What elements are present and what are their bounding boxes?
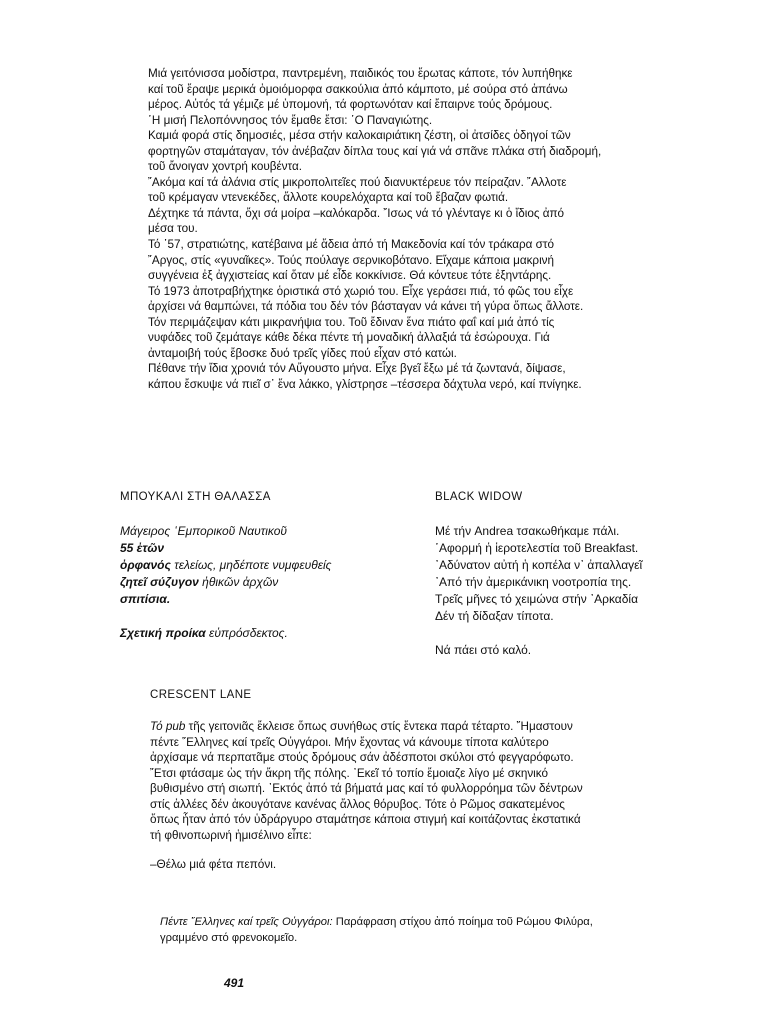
- text-line: γραμμένο στό φρενοκομεῖο.: [160, 932, 298, 944]
- poem-line: [120, 625, 400, 642]
- section-paragraph: [150, 719, 735, 843]
- poem-line-bold-part: ὀρφανός: [120, 558, 171, 572]
- text-line: ἀρχίσει νά θαμπώνει, τά πόδια του δέν τόν βάσταγαν νά κάνει τή γύρα ὅπως ἄλλοτε.: [148, 300, 584, 314]
- poem-title: ΜΠΟΥΚΑΛΙ ΣΤΗ ΘΑΛΑΣΣΑ: [120, 491, 271, 503]
- text-line: τοῦ κρέμαγαν ντενεκέδες, ἄλλοτε κουρελόχαρτα καί τοῦ ἔβαζαν φωτιά.: [148, 191, 509, 205]
- main-prose-block: [148, 66, 733, 392]
- italic-word: Τό pub: [150, 720, 186, 733]
- text-line: συγγένεια ἐξ ἀγχιστείας καί ὅταν μέ εἶδε κοκκίνισε. Θά κόντευε τότε ἐξηντάρης.: [148, 269, 552, 283]
- closing-line: –Θέλω μιά φέτα πεπόνι.: [150, 857, 277, 872]
- text-line: Δέχτηκε τά πάντα, ὄχι σά μοίρα –καλόκαρδα. ῎Ισως νά τό γλένταγε κι ὁ ἴδιος ἀπό: [148, 206, 565, 220]
- poem-line: Δέν τή δίδαξαν τίποτα.: [435, 609, 554, 623]
- text-line: ἀνταμοιβή τούς ἔβοσκε δυό τρεῖς γίδες πού εἶχαν στό κατώι.: [148, 346, 457, 360]
- poem-line: σπιτίσια.: [120, 592, 171, 606]
- poem-line: Μέ τήν Andrea τσακωθήκαμε πάλι.: [435, 524, 620, 538]
- footnote: [160, 914, 735, 946]
- text-line: στίς ἀλλέες δέν ἀκουγότανε κανένας ἄλλος θόρυβος. Τότε ὁ Ρῶμος σακατεμένος: [150, 797, 565, 811]
- poem-line: ᾿Αδύνατον αὐτή ἡ κοπέλα ν᾿ ἀπαλλαγεῖ: [435, 558, 643, 572]
- text-line: Μιά γειτόνισσα μοδίστρα, παντρεμένη, παιδικός του ἔρωτας κάποτε, τόν λυπήθηκε: [148, 67, 573, 80]
- poem-line: [120, 557, 400, 574]
- text-line: Τό 1973 ἀποτραβήχτηκε ὁριστικά στό χωριό του. Εἶχε γεράσει πιά, τό φῶς του εἶχε: [148, 284, 574, 298]
- text-line: ῾Η μισή Πελοπόννησος τόν ἔμαθε ἔτσι: ῾Ο Παναγιώτης.: [148, 113, 433, 127]
- footnote-text: [160, 914, 735, 946]
- text-line: Τόν περιμάζεψαν κάτι μικρανήψια του. Τοῦ ἔδιναν ἕνα πιάτο φαΐ καί μιά ἀπό τίς: [148, 315, 555, 329]
- poem-line: ῾Αφορμή ἡ ἱεροτελεστία τοῦ Breakfast.: [435, 541, 639, 555]
- text-line: βυθισμένο στή σιωπή. ᾿Εκτός ἀπό τά βήματά μας καί τό φυλλορρόημα τῶν δέντρων: [150, 782, 583, 796]
- text-line: ῎Αργος, στίς «γυναῖκες». Τούς πούλαγε σερνικοβότανο. Εἴχαμε κάποια μακρινή: [148, 253, 555, 267]
- text-line: τή φθινοπωρινή ἡμισέλινο εἶπε:: [150, 828, 312, 842]
- text-line: τοῦ ἄνοιγαν χοντρή κουβέντα.: [148, 160, 302, 174]
- text-line: [160, 914, 735, 930]
- text-line: ἀρχίσαμε νά περπατᾶμε στούς δρόμους σάν ἀδέσποτοι σκύλοι στό φεγγαρόφωτο.: [150, 751, 574, 765]
- text-line: ὅπως ἦταν ἀπό τόν ὑδράργυρο σταμάτησε κάποια στιγμή καί κοιτάζοντας ἐκστατικά: [150, 813, 581, 827]
- text-line: ῎Ετσι φτάσαμε ὡς τήν ἄκρη τῆς πόλης. ᾿Εκεῖ τό τοπίο ἔμοιαζε λίγο μέ σκηνικό: [150, 766, 548, 780]
- poem-black-widow: [435, 491, 725, 659]
- poem-line: 55 ἐτῶν: [120, 541, 165, 555]
- text-line: Καμιά φορά στίς δημοσιές, μέσα στήν καλοκαιριάτικη ζέστη, οἱ ἀτσίδες ὁδηγοί τῶν: [148, 129, 571, 143]
- text-line: πέντε ῞Ελληνες καί τρεῖς Οὐγγάροι. Μήν ἔχοντας νά κάνουμε τίποτα καλύτερο: [150, 735, 549, 749]
- crescent-lane-section: [150, 689, 735, 873]
- text-line: ῎Ακόμα καί τά ἀλάνια στίς μικροπολιτεῖες πού διανυκτέρευε τόν πείραζαν. ῎Αλλοτε: [148, 175, 567, 189]
- poem-line: ᾿Από τήν ἀμερικάνικη νοοτροπία της.: [435, 575, 632, 589]
- text-line: μέρος. Αὐτός τά γέμιζε μέ ὑπομονή, τά φορτωνόταν καί ἔπαιρνε τούς δρόμους.: [148, 98, 553, 112]
- poem-line-rest: εὐπρόσδεκτος.: [209, 626, 288, 640]
- poem-line-bold-part: Σχετική προίκα: [120, 626, 206, 640]
- poem-line-rest: ἠθικῶν ἀρχῶν: [202, 575, 279, 589]
- poem-line: Μάγειρος ῾Εμπορικοῦ Ναυτικοῦ: [120, 524, 287, 538]
- footnote-reference: Πέντε ῞Ελληνες καί τρεῖς Οὐγγάροι:: [160, 916, 333, 928]
- text-line: καί τοῦ ἔραψε μερικά ὁμοιόμορφα σακκούλια ἀπό κάμποτο, μέ σούρα στό ἀπάνω: [148, 82, 568, 96]
- poem-title: BLACK WIDOW: [435, 491, 523, 503]
- poem-line: Νά πάει στό καλό.: [435, 643, 532, 657]
- poem-line: [120, 574, 400, 591]
- poem-bottle-in-sea: [120, 491, 400, 642]
- text-line: Τό pub τῆς γειτονιᾶς ἔκλεισε ὅπως συνήθως στίς ἕντεκα παρά τέταρτο. ῞Ημαστουν: [150, 720, 573, 733]
- poem-line-bold-part: ζητεῖ σύζυγον: [120, 575, 199, 589]
- poem-line: Τρεῖς μῆνες τό χειμώνα στήν ᾿Αρκαδία: [435, 592, 639, 606]
- main-prose-paragraph: [148, 66, 733, 392]
- section-title: CRESCENT LANE: [150, 689, 252, 701]
- text-line: νυφάδες τοῦ ζεμάταγε κάθε δέκα πέντε τή μοναδική ἀλλαξιά τά ἐσώρουχα. Γιά: [148, 331, 550, 345]
- page-number: 491: [224, 976, 245, 990]
- text-line: φορτηγῶν σταμάταγαν, τόν ἀνέβαζαν δίπλα τους καί γιά νά σπᾶνε πλάκα στή διαδρομή,: [148, 144, 602, 158]
- text-line: μέσα του.: [148, 222, 198, 236]
- text-line: Πέθανε τήν ἴδια χρονιά τόν Αὔγουστο μήνα. Εἶχε βγεῖ ἔξω μέ τά ζωντανά, δίψασε,: [148, 362, 566, 376]
- text-line: Τό ῾57, στρατιώτης, κατέβαινα μέ ἄδεια ἀπό τή Μακεδονία καί τόν τράκαρα στό: [148, 238, 555, 252]
- footnote-explanation: Παράφραση στίχου ἀπό ποίημα τοῦ Ρώμου Φιλύρα,: [332, 916, 593, 928]
- text-line: κάπου ἔσκυψε νά πιεῖ σ᾿ ἕνα λάκκο, γλίστρησε –τέσσερα δάχτυλα νερό, καί πνίγηκε.: [148, 377, 582, 391]
- poem-line-rest: τελείως, μηδέποτε νυμφευθείς: [174, 558, 332, 572]
